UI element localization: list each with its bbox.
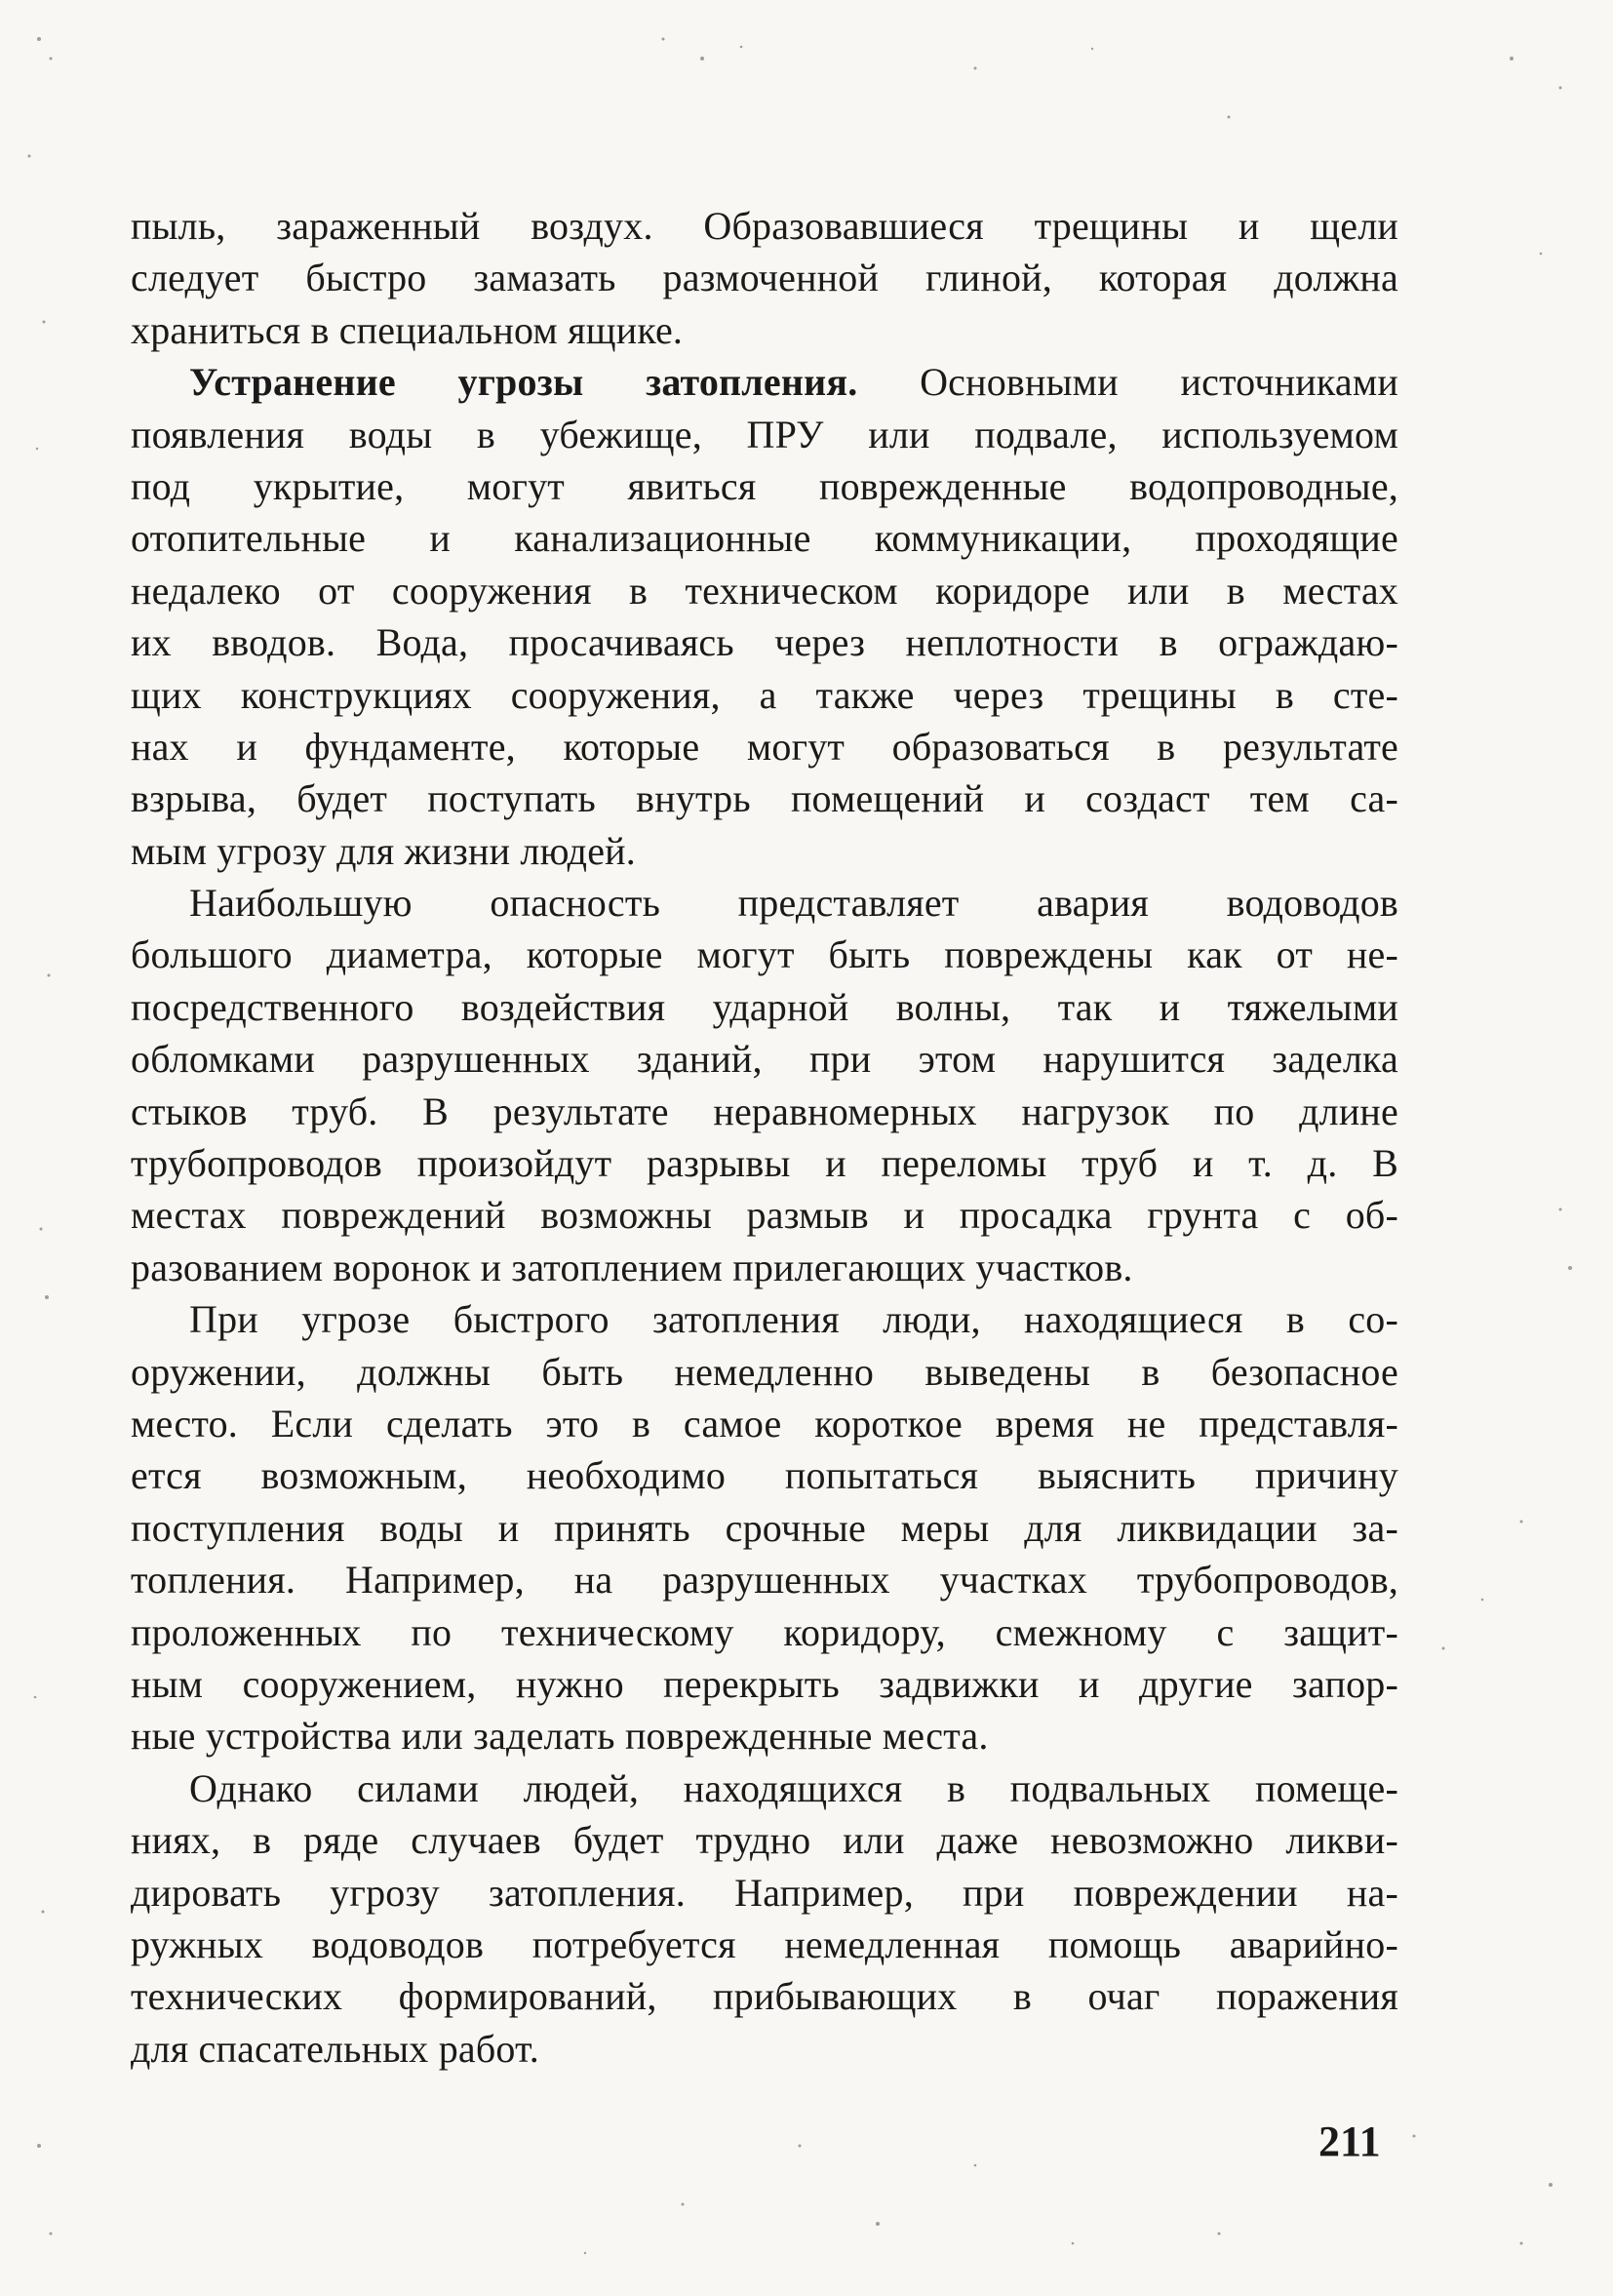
text-line: храниться в специальном ящике.: [131, 307, 684, 352]
text-line: следует быстро замазать размоченной глиной, которая должна: [131, 256, 1398, 300]
text-line: оружении, должны быть немедленно выведены в безопасное: [131, 1349, 1398, 1394]
page-number: 211: [1318, 2118, 1381, 2165]
text-line: нах и фундаменте, которые могут образоваться в результате: [131, 724, 1398, 769]
text-line: При угрозе быстрого затопления люди, находящиеся в со-: [189, 1297, 1398, 1342]
text-line: технических формирований, прибывающих в очаг поражения: [131, 1974, 1398, 2019]
text-line: трубопроводов произойдут разрывы и переломы труб и т. д. В: [131, 1141, 1398, 1186]
text-line: посредственного воздействия ударной волны, так и тяжелыми: [131, 984, 1398, 1029]
text-line: дировать угрозу затопления. Например, при повреждении на-: [131, 1870, 1398, 1915]
section-heading: Устранение угрозы затопления.: [189, 360, 858, 405]
text-line: ные устройства или заделать поврежденные места.: [131, 1714, 989, 1759]
text-line: ружных водоводов потребуется немедленная помощь аварийно-: [131, 1921, 1398, 1966]
text-line: большого диаметра, которые могут быть повреждены как от не-: [131, 932, 1398, 977]
text-line: [131, 356, 1398, 408]
text-line: для спасательных работ.: [131, 2026, 539, 2071]
text-line: взрыва, будет поступать внутрь помещений и создаст тем са-: [131, 776, 1398, 821]
text-line: стыков труб. В результате неравномерных нагрузок по длине: [131, 1089, 1398, 1133]
text-line: их вводов. Вода, просачиваясь через неплотности в ограждаю-: [131, 620, 1398, 665]
text-line: ниях, в ряде случаев будет трудно или даже невозможно ликви-: [131, 1818, 1398, 1863]
text-line: ным сооружением, нужно перекрыть задвижки и другие запор-: [131, 1661, 1398, 1706]
text-line: проложенных по техническому коридору, смежному с защит-: [131, 1609, 1398, 1654]
text-line: пыль, зараженный воздух. Образовавшиеся трещины и щели: [131, 204, 1398, 248]
text-line: ется возможным, необходимо попытаться выяснить причину: [131, 1453, 1398, 1498]
text-line: под укрытие, могут явиться поврежденные водопроводные,: [131, 463, 1398, 508]
text-line: Наибольшую опасность представляет авария водоводов: [189, 881, 1398, 926]
text-line: местах повреждений возможны размыв и просадка грунта с об-: [131, 1193, 1398, 1238]
text-line: разованием воронок и затоплением прилегающих участков.: [131, 1245, 1133, 1289]
text-line: поступления воды и принять срочные меры для ликвидации за-: [131, 1505, 1398, 1550]
text-line: появления воды в убежище, ПРУ или подвале, используемом: [131, 412, 1398, 456]
text-line: Однако силами людей, находящихся в подвальных помеще-: [189, 1765, 1398, 1810]
text-line: отопительные и канализационные коммуникации, проходящие: [131, 516, 1398, 561]
text-run: Основными источниками: [857, 360, 1398, 405]
text-line: место. Если сделать это в самое короткое время не представля-: [131, 1401, 1398, 1445]
body-text: [131, 200, 1398, 2075]
text-line: щих конструкциях сооружения, а также через трещины в сте-: [131, 672, 1398, 717]
text-line: обломками разрушенных зданий, при этом нарушится заделка: [131, 1037, 1398, 1082]
text-line: недалеко от сооружения в техническом коридоре или в местах: [131, 568, 1398, 613]
text-line: мым угрозу для жизни людей.: [131, 828, 636, 873]
text-line: топления. Например, на разрушенных участках трубопроводов,: [131, 1558, 1398, 1603]
